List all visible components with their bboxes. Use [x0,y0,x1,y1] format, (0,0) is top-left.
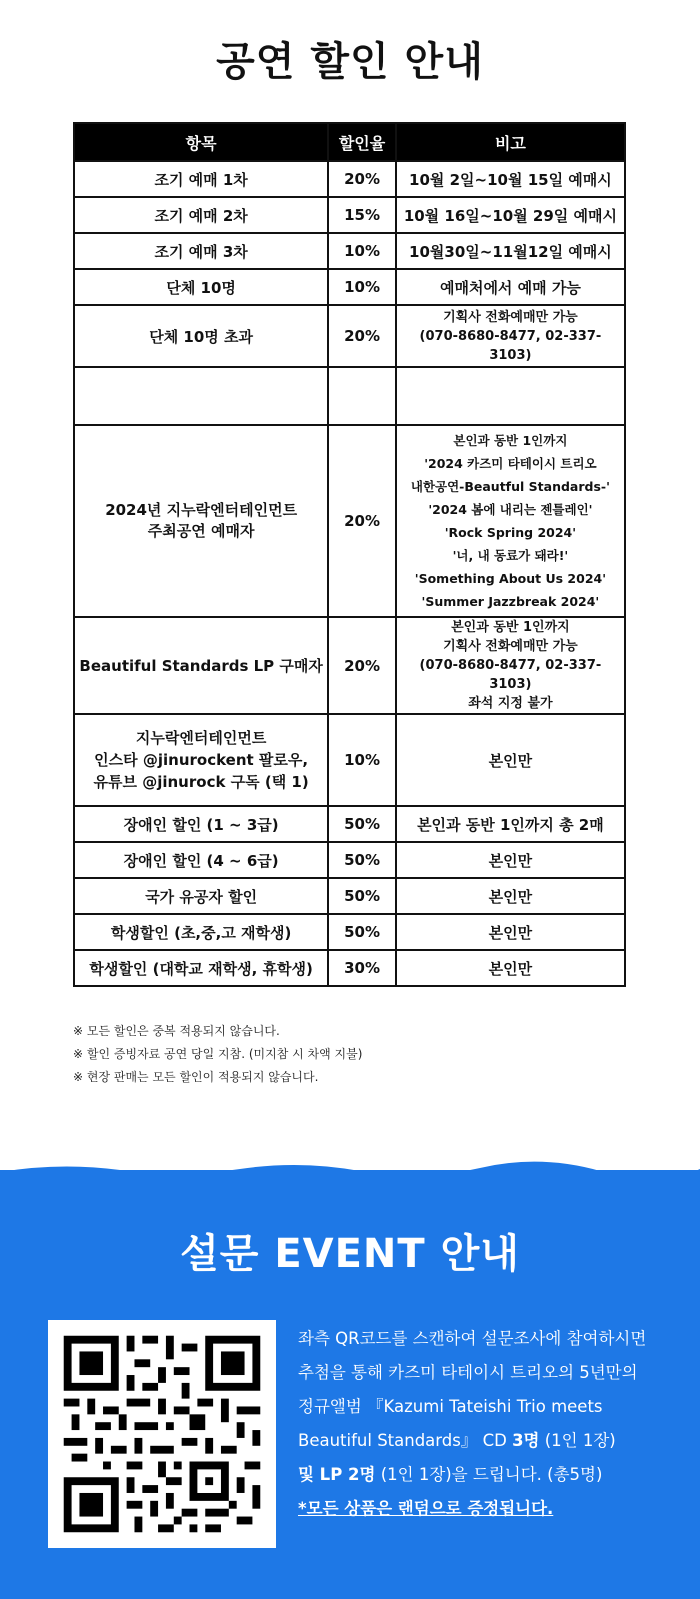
item-text: 조기 예매 3차 [154,242,248,261]
note-text: '너, 내 동료가 돼라!' [452,548,569,563]
item-text: 장애인 할인 (4 ~ 6급) [123,851,279,870]
item-cell [74,425,328,617]
note-text: 좌석 지정 불가 [468,696,553,711]
rate-cell: 50% [328,842,396,878]
item-cell [74,842,328,878]
rate-cell [328,367,396,425]
table-row [74,269,625,305]
header-rate: 할인율 [328,123,396,161]
item-text: 단체 10명 초과 [149,327,254,346]
item-text: 단체 10명 [166,278,236,297]
qr-code-image [48,1320,276,1548]
item-text: 조기 예매 1차 [154,170,248,189]
item-text: Beautiful Standards LP 구매자 [79,657,323,675]
note-text: 본인만 [488,851,533,870]
table-row [74,950,625,986]
item-cell [74,878,328,914]
table-row-empty [74,367,625,425]
table-row [74,233,625,269]
rate-cell: 20% [328,617,396,714]
item-cell [74,714,328,806]
item-cell [74,233,328,269]
event-desc-line: 추첨을 통해 카즈미 타테이시 트리오의 5년만의 [298,1363,638,1382]
note-text: '2024 봄에 내리는 젠틀레인' [428,502,593,517]
item-cell [74,269,328,305]
page-title: 공연 할인 안내 [216,39,484,85]
note-text: 10월 16일~10월 29일 예매시 [403,206,617,225]
event-desc-footnote: *모든 상품은 랜덤으로 증정됩니다. [298,1499,554,1518]
event-desc-text: (1인 1장)을 드립니다. (총5명) [375,1465,603,1484]
rate-cell: 20% [328,425,396,617]
note-cell [396,806,625,842]
table-row [74,197,625,233]
note-text: 10월 2일~10월 15일 예매시 [409,170,612,189]
note-text: 본인과 동반 1인까지 총 2매 [417,815,604,834]
event-description [298,1322,670,1526]
item-cell [74,806,328,842]
table-row [74,161,625,197]
note-text: 본인과 동반 1인까지 [453,433,568,448]
note-text: 'Rock Spring 2024' [444,525,577,540]
table-row [74,842,625,878]
item-cell [74,197,328,233]
note-cell [396,367,625,425]
table-row [74,617,625,714]
table-header-row [74,123,625,161]
table-row [74,425,625,617]
event-desc-emphasis: 및 LP 2명 [298,1465,376,1484]
item-text: 인스타 @jinurockent 팔로우, [94,751,309,769]
note-cell [396,425,625,617]
event-desc-text: Beautiful Standards』 CD [298,1431,513,1450]
note-cell [396,269,625,305]
item-cell [74,914,328,950]
item-cell [74,367,328,425]
note-cell [396,842,625,878]
note-text: 'Summer Jazzbreak 2024' [421,594,600,609]
note-text: '2024 카즈미 타테이시 트리오 [424,456,597,471]
table-row [74,878,625,914]
note-cell [396,233,625,269]
header-note: 비고 [396,123,625,161]
notes-list [73,1020,362,1089]
header-item: 항목 [74,123,328,161]
table-row [74,714,625,806]
note-line: ※ 현장 판매는 모든 할인이 적용되지 않습니다. [73,1070,319,1084]
rate-cell: 20% [328,161,396,197]
rate-cell: 10% [328,269,396,305]
note-line: ※ 할인 증빙자료 공연 당일 지참. (미지참 시 차액 지불) [73,1047,363,1061]
event-title: 설문 EVENT 안내 [180,1231,520,1277]
rate-cell: 50% [328,878,396,914]
item-text: 유튜브 @jinurock 구독 (택 1) [93,773,309,791]
qr-code[interactable] [48,1320,276,1548]
note-cell [396,878,625,914]
note-text: 기획사 전화예매만 가능 [443,309,578,325]
item-text: 주최공연 예매자 [147,522,255,540]
item-text: 조기 예매 2차 [154,206,248,225]
note-line: ※ 모든 할인은 중복 적용되지 않습니다. [73,1024,280,1038]
rate-cell: 10% [328,714,396,806]
note-text: (070-8680-8477, 02-337-3103) [419,658,602,692]
note-cell [396,617,625,714]
note-text: 내한공연-Beautful Standards-' [410,479,610,494]
discount-table [73,122,626,987]
event-desc-emphasis: 3명 [512,1431,540,1450]
item-cell [74,305,328,367]
note-text: 10월30일~11월12일 예매시 [409,242,612,261]
event-desc-line: 좌측 QR코드를 스캔하여 설문조사에 참여하시면 [298,1329,647,1348]
event-desc-line [298,1424,670,1458]
note-text: (070-8680-8477, 02-337-3103) [419,328,602,363]
note-cell [396,161,625,197]
item-text: 학생할인 (초,중,고 재학생) [110,923,292,942]
note-cell [396,305,625,367]
item-text: 2024년 지누락엔터테인먼트 [105,501,298,519]
event-desc-line: 정규앨범 『Kazumi Tateishi Trio meets [298,1397,603,1416]
table-row [74,305,625,367]
item-cell [74,617,328,714]
item-text: 학생할인 (대학교 재학생, 휴학생) [89,959,313,978]
item-text: 장애인 할인 (1 ~ 3급) [123,815,279,834]
rate-cell: 50% [328,806,396,842]
note-text: 본인만 [488,887,533,906]
note-text: 예매처에서 예매 가능 [439,278,581,297]
note-text: 본인만 [488,959,533,978]
note-cell [396,914,625,950]
rate-cell: 15% [328,197,396,233]
rate-cell: 20% [328,305,396,367]
note-text: 본인만 [488,923,533,942]
note-text: 'Something About Us 2024' [414,571,607,586]
item-text: 지누락엔터테인먼트 [135,729,267,747]
note-cell [396,714,625,806]
rate-cell: 50% [328,914,396,950]
note-cell [396,197,625,233]
note-cell [396,950,625,986]
rate-cell: 10% [328,233,396,269]
rate-cell: 30% [328,950,396,986]
table-row [74,914,625,950]
item-text: 국가 유공자 할인 [145,887,258,906]
event-desc-text: (1인 1장) [539,1431,616,1450]
event-desc-line [298,1458,670,1492]
note-text: 본인과 동반 1인까지 [451,620,570,635]
item-cell [74,950,328,986]
note-text: 본인만 [488,751,533,770]
table-row [74,806,625,842]
discount-table-container [73,122,626,987]
item-cell [74,161,328,197]
note-text: 기획사 전화예매만 가능 [443,639,578,654]
